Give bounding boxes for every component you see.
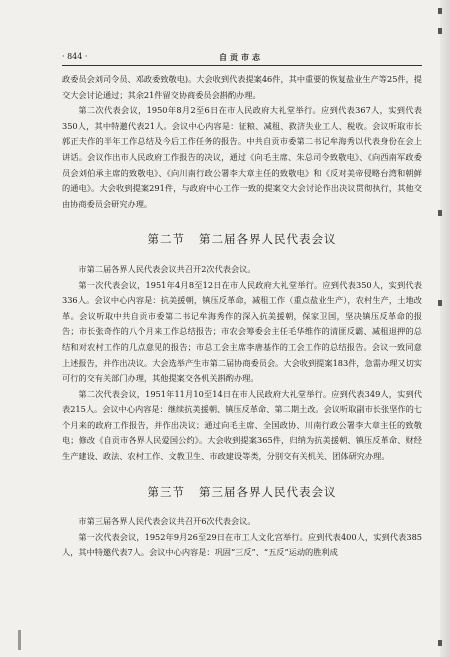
binding-hole <box>438 640 442 646</box>
paragraph: 市第二届各界人民代表会议共召开2次代表会议。 <box>78 263 256 274</box>
paragraph: 第二次代表会议，1951年11月10至14日在市人民政府大礼堂举行。应到代表349人，实到代表215人。会议中心内容是：继续抗美援朝、镇压反革命、第二期土改。会议听取副市长张坚作的七个月来的政府工作报告，并作出决议；通过向毛主席、全国政协、川南行政公署李大章主任的致敬电；修改《自贡市各界人民爱国公约》。大会收到提案365件，归纳为抗美援朝、镇压反革命、财经生产建设、政法、农村工作、文教卫生、市政建设等类，分别交有关机关、团体研究办理。 <box>62 388 422 462</box>
binding-hole <box>438 28 442 34</box>
page-header <box>62 52 420 66</box>
running-title: 自贡市志 <box>219 52 263 62</box>
binding-hole <box>438 8 442 14</box>
binding-hole <box>438 210 442 216</box>
paragraph: 第一次代表会议，1951年4月8至12日在市人民政府大礼堂举行。应到代表350人，实到代表336人。会议中心内容是：抗美援朝，镇压反革命，减租工作（重点盐业生产），农村生产，土地改革。会议听取中共自贡市委第二书记牟海秀作的深入抗美援朝，保家卫国，坚决镇压反革命的报告；市长张奇作的八个月来工作总结报告；市农会筹委会主任毛华维作的清匪反霸、减租退押的总结和对农村工作的几点意见的报告；市总工会主席李唐基作的工会工作的总结报告。会议一致同意上述报告，并作出决议。大会选举产生市第二届协商委员会。大会收到提案183件，急需办理又切实可行的交有关部门办理，其他提案交各机关斟酌办理。 <box>62 279 422 384</box>
section-heading <box>62 485 422 501</box>
section-title: 第二届各界人民代表会议 <box>199 232 337 247</box>
binding-hole <box>438 300 442 306</box>
paragraph: 第一次代表会议，1952年9月26至29日在市工人文化宫举行。应到代表400人，实到代表385人，其中特邀代表7人。会议中心内容是：巩固“三反”、“五反”运动的胜利成 <box>62 531 422 558</box>
section-number: 第二节 <box>147 232 185 247</box>
section-title: 第三届各界人民代表会议 <box>199 484 337 499</box>
paragraph: 第二次代表会议，1950年8月2至6日在市人民政府大礼堂举行。应到代表367人，实到代表350人，其中特邀代表21人。会议中心内容是：征粮、减租、救济失业工人、税收。会议听取市长郭正夫作的半年工作总结及今后工作任务的报告。中共自贡市委第二书记牟海秀以代表身份在会上讲话。会议作出市人民政府工作报告的决议，通过《向毛主席、朱总司令致敬电》、《向西南军政委员会刘伯承主席的致敬电》、《向川南行政公署李大章主任的致敬电》和《反对美帝侵略台湾和朝鲜的通电》。大会收到提案291件，与政府中心工作一致的提案交大会讨论作出决议贯彻执行，其他交由协商委员会研究办理。 <box>62 105 422 209</box>
page-number: · 844 · <box>62 52 88 61</box>
section-number: 第三节 <box>147 484 185 499</box>
binding-edge <box>440 0 450 657</box>
document-body <box>62 72 422 561</box>
header-rule <box>62 65 422 66</box>
paragraph: 市第三届各界人民代表会议共召开6次代表会议。 <box>78 516 256 527</box>
scan-artifact <box>18 630 21 650</box>
section-heading <box>62 232 422 248</box>
paragraph: 政委员会刘司令员、邓政委致敬电)。大会收到代表提案46件，其中重要的恢复盐业生产等25件，提交大会讨论通过；其余21件留交协商委员会斟酌办理。 <box>62 74 422 100</box>
